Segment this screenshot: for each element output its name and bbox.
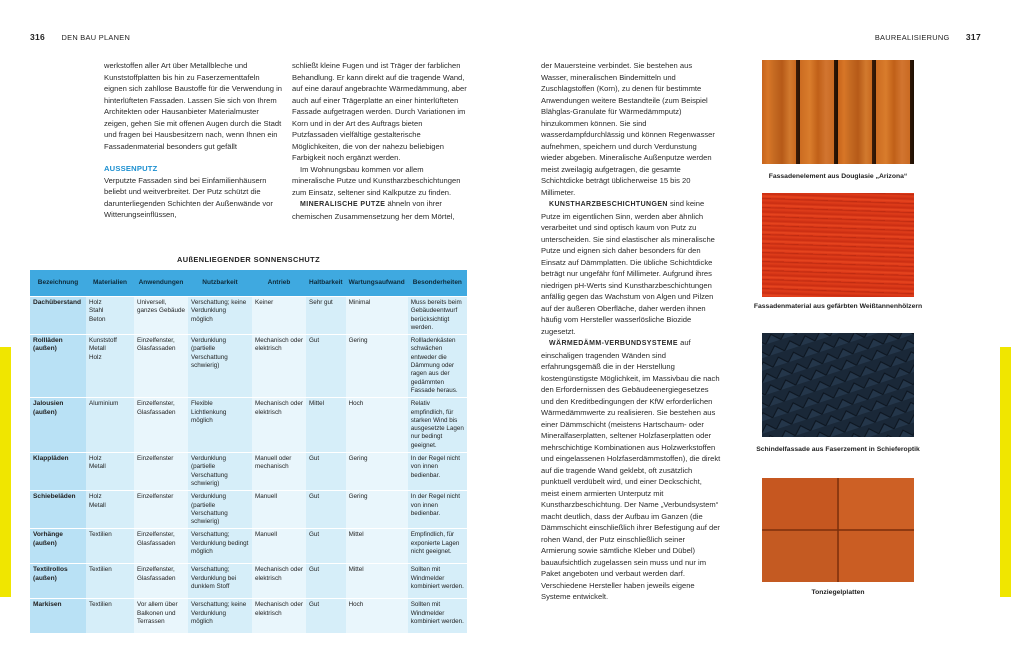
table-cell: Mechanisch oder elektrisch xyxy=(252,599,306,634)
paragraph: schließt kleine Fugen und ist Träger der farblichen Behandlung. Er kann direkt auf die tragende Wand, auf eine darauf angebrachte Wärmedämmung, aber auch auf einer Trägerplatte an einer hinterlüfteten Fassade aufgetragen werden. Durch Variationen im Korn und in der Art des Auftrags bieten Putzfassaden vielfältige gestalterische Möglichkeiten, die von der nahezu beliebigen Farbigkeit noch ergänzt werden. xyxy=(292,61,467,162)
table-cell: Relativ empfindlich, für starken Wind bis ausgesetzte Lagen nur bedingt geeignet. xyxy=(408,398,467,453)
table-cell: Dachüberstand xyxy=(30,297,86,335)
left-running-title: DEN BAU PLANEN xyxy=(61,33,131,42)
right-running-title: BAUREALISIERUNG xyxy=(874,33,950,42)
paragraph xyxy=(541,198,721,337)
table-cell: Schiebeläden xyxy=(30,491,86,529)
paragraph: werkstoffen aller Art über Metallbleche und Kunststoffplatten bis hin zu Faserzementtafeln eignen sich zahllose Baustoffe für die Verwendung in hinterlüfteten Fassaden. Lassen Sie sich von Ihrem Architekten oder Hausanbieter Materialmuster zeigen, gehen Sie mit offenen Augen durch die Stadt und fragen bei Hausbesitzern nach, wenn Ihnen ein Fassadenmaterial besonders gut gefällt xyxy=(104,61,283,151)
table-cell: Minimal xyxy=(346,297,408,335)
column-header: Wartungsaufwand xyxy=(346,270,408,297)
text-column-2 xyxy=(292,60,468,222)
table-cell: Vor allem über Balkonen und Terrassen xyxy=(134,599,188,634)
left-edge-marker xyxy=(0,347,11,597)
shingle-pattern xyxy=(762,333,914,437)
table-cell: Verschattung; Verdunklung bei dunklem Stoff xyxy=(188,564,252,599)
table-cell: Einzelfenster, Glasfassaden xyxy=(134,564,188,599)
table-row xyxy=(30,297,467,335)
sun-protection-table xyxy=(30,270,467,634)
photo-caption: Schindelfassade aus Faserzement in Schieferoptik xyxy=(756,446,920,453)
column-header: Antrieb xyxy=(252,270,306,297)
table-body xyxy=(30,297,467,634)
left-header xyxy=(30,32,144,42)
table-cell: Mechanisch oder elektrisch xyxy=(252,564,306,599)
table-cell: Keiner xyxy=(252,297,306,335)
table-cell: Hoch xyxy=(346,599,408,634)
table-cell: Einzelfenster, Glasfassaden xyxy=(134,398,188,453)
table-cell: Mittel xyxy=(306,398,346,453)
table-row xyxy=(30,529,467,564)
photo-clay-tile-panels xyxy=(762,478,914,582)
table-cell: Flexible Lichtlenkung möglich xyxy=(188,398,252,453)
column-header: Nutzbarkeit xyxy=(188,270,252,297)
table-cell: Gering xyxy=(346,453,408,491)
table-cell: Hoch xyxy=(346,398,408,453)
table-cell: Vorhänge (außen) xyxy=(30,529,86,564)
table-cell: Gut xyxy=(306,335,346,398)
section-heading-aussenputz: AUSSENPUTZ xyxy=(104,164,158,173)
table-cell: Rollläden (außen) xyxy=(30,335,86,398)
photo-douglas-fir-facade xyxy=(762,60,914,164)
table-cell: Holz Metall xyxy=(86,491,134,529)
table-cell: Empfindlich, für exponierte Lagen nicht geeignet. xyxy=(408,529,467,564)
table-cell: Manuell oder mechanisch xyxy=(252,453,306,491)
table-cell: Gut xyxy=(306,529,346,564)
paragraph xyxy=(292,198,468,222)
column-header: Bezeichnung xyxy=(30,270,86,297)
table-cell: In der Regel nicht von innen bedienbar. xyxy=(408,453,467,491)
table-cell: Holz Metall xyxy=(86,453,134,491)
table-row xyxy=(30,564,467,599)
text-column-3 xyxy=(541,60,721,603)
paragraph-text: sind keine Putze im eigentlichen Sinn, werden aber ähnlich verarbeitet und sind optisch kaum von Putz zu unterscheiden. Sie sind elastischer als mineralische Putze und eignen sich daher besonders für den Einsatz auf Dämmplatten. Die übliche Schichtdicke beträgt nur ungefähr fünf Millimeter. Aufgrund ihres niedrigen pH-Werts sind Kunstharzbeschichtungen anfällig gegen das Wachstum von Algen und Pilzen auf der äußeren Oberfläche, daher werden ihnen häufig vom Hersteller wasserlösliche Biozide zugesetzt. xyxy=(541,199,715,336)
table-cell: In der Regel nicht von innen bedienbar. xyxy=(408,491,467,529)
paragraph: Verputzte Fassaden sind bei Einfamilienhäusern beliebt und weitverbreitet. Der Putz schützt die darunterliegenden Schichten der Außenwände vor Witterungseinflüssen, xyxy=(104,175,273,219)
table-cell: Gering xyxy=(346,335,408,398)
column-header: Besonderheiten xyxy=(408,270,467,297)
table-cell: Muss bereits beim Gebäudeentwurf berücksichtigt werden. xyxy=(408,297,467,335)
photo-slate-shingle-facade xyxy=(762,333,914,437)
photo-caption: Fassadenmaterial aus gefärbten Weißtannenhölzern xyxy=(753,303,923,310)
table-row xyxy=(30,491,467,529)
paragraph: Im Wohnungsbau kommen vor allem mineralische Putze und Kunstharzbeschichtungen zum Einsatz, seltener sind Kalkputze zu finden. xyxy=(292,164,461,197)
table-cell: Gut xyxy=(306,453,346,491)
photo-caption: Tonziegelplatten xyxy=(811,589,865,596)
table-cell: Gering xyxy=(346,491,408,529)
table-cell: Textilrollos (außen) xyxy=(30,564,86,599)
paragraph xyxy=(541,337,721,603)
table-cell: Einzelfenster xyxy=(134,491,188,529)
table-cell: Einzelfenster xyxy=(134,453,188,491)
table-row xyxy=(30,453,467,491)
table-cell: Verschattung; keine Verdunklung möglich xyxy=(188,599,252,634)
photo-caption: Fassadenelement aus Douglasie „Arizona“ xyxy=(768,173,908,180)
table-cell: Manuell xyxy=(252,491,306,529)
table-title: AUßENLIEGENDER SONNENSCHUTZ xyxy=(176,255,321,264)
table-cell: Gut xyxy=(306,564,346,599)
table-cell: Kunststoff Metall Holz xyxy=(86,335,134,398)
photo-dyed-fir-facade xyxy=(762,193,914,297)
table-cell: Universell, ganzes Gebäude xyxy=(134,297,188,335)
table-cell: Mittel xyxy=(346,564,408,599)
table-cell: Rollladenkästen schwächen entweder die Dämmung oder ragen aus der gedämmten Fassade heraus. xyxy=(408,335,467,398)
table-cell: Markisen xyxy=(30,599,86,634)
table-cell: Mechanisch oder elektrisch xyxy=(252,398,306,453)
table-cell: Sehr gut xyxy=(306,297,346,335)
paragraph-text: ähneln von ihrer chemischen Zusammensetzung her dem Mörtel, xyxy=(292,199,455,221)
table-cell: Verdunklung (partielle Verschattung schwierig) xyxy=(188,453,252,491)
right-header xyxy=(861,32,981,42)
table-cell: Einzelfenster, Glasfassaden xyxy=(134,529,188,564)
inline-heading: MINERALISCHE PUTZE xyxy=(300,201,386,208)
column-header: Materialien xyxy=(86,270,134,297)
table-cell: Jalousien (außen) xyxy=(30,398,86,453)
table-cell: Gut xyxy=(306,491,346,529)
table-cell: Mechanisch oder elektrisch xyxy=(252,335,306,398)
table-cell: Holz Stahl Beton xyxy=(86,297,134,335)
table-cell: Mittel xyxy=(346,529,408,564)
table-cell: Manuell xyxy=(252,529,306,564)
right-page-number: 317 xyxy=(965,32,981,42)
table-header-row xyxy=(30,270,467,297)
inline-heading: KUNSTHARZBESCHICHTUNGEN xyxy=(549,201,668,208)
left-page-number: 316 xyxy=(30,32,46,42)
table-cell: Aluminium xyxy=(86,398,134,453)
table-cell: Verschattung; Verdunklung bedingt möglich xyxy=(188,529,252,564)
column-header: Anwendungen xyxy=(134,270,188,297)
table-row xyxy=(30,335,467,398)
paragraph-text: auf einschaligen tragenden Wänden sind erfahrungsgemäß die in der Herstellung kostengünstigste Möglichkeit, im Massivbau die nach den Erfordernissen des Gebäudeenergiegesetzes und den Kreditbedingungen der KfW erforderlichen Wärmedämmwerte zu realisieren. Sie bestehen aus einer Dämmschicht (meistens Hartschaum- oder Mineralfaserplatten, seltener Holzfaserplatten oder mehrschichtige Kombinationen aus Holzwerkstoffen und eingelassenen Holzfaserdämmstoffen), die direkt auf die tragende Wand geklebt, oft zusätzlich punktuell verdübelt wird, und einer Deckschicht, meist einem armierten Unterputz mit Kunstharzbeschichtung. Der Name „Verbundsystem“ macht deutlich, dass der Aufbau im Ganzen (die Dämmschicht einschließlich ihrer Befestigung auf der rohen Wand, der Putz einschließlich seiner Armierung sowie sämtliche Kleber und Dübel) bauaufsichtlich zugelassen sein muss und nur im Paket angeboten und verbaut werden darf. Verschiedene Hersteller haben jeweils eigene Systeme entwickelt. xyxy=(541,338,721,601)
table-cell: Einzelfenster, Glasfassaden xyxy=(134,335,188,398)
inline-heading: WÄRMEDÄMM-VERBUNDSYSTEME xyxy=(549,340,678,347)
table-cell: Verschattung; keine Verdunklung möglich xyxy=(188,297,252,335)
table-row xyxy=(30,398,467,453)
table-cell: Textilien xyxy=(86,529,134,564)
tile-pattern xyxy=(762,478,914,582)
table-cell: Verdunklung (partielle Verschattung schwierig) xyxy=(188,335,252,398)
table-row xyxy=(30,599,467,634)
table-cell: Textilien xyxy=(86,564,134,599)
right-edge-marker xyxy=(1000,347,1011,597)
text-column-1 xyxy=(104,60,282,221)
table-cell: Sollten mit Windmelder kombiniert werden. xyxy=(408,599,467,634)
table-cell: Klappläden xyxy=(30,453,86,491)
table-cell: Verdunklung (partielle Verschattung schwierig) xyxy=(188,491,252,529)
column-header: Haltbarkeit xyxy=(306,270,346,297)
table-cell: Sollten mit Windmelder kombiniert werden. xyxy=(408,564,467,599)
table-cell: Gut xyxy=(306,599,346,634)
paragraph: der Mauersteine verbindet. Sie bestehen aus Wasser, mineralischen Bindemitteln und Zuschlagstoffen (Korn), zu denen für bestimmte Anwendungen weitere Bestandteile (zum Beispiel Blähglas-Granulate für Wärmedämmputz) hinzukommen können. Sie sind wasserdampfdurchlässig und können Regenwasser aufnehmen, speichern und durch Verdunstung wieder abgeben. Mineralische Außenputze werden meist zweilagig aufgetragen, die gesamte Schichtdicke beträgt üblicherweise 15 bis 20 Millimeter. xyxy=(541,61,715,197)
table-cell: Textilien xyxy=(86,599,134,634)
